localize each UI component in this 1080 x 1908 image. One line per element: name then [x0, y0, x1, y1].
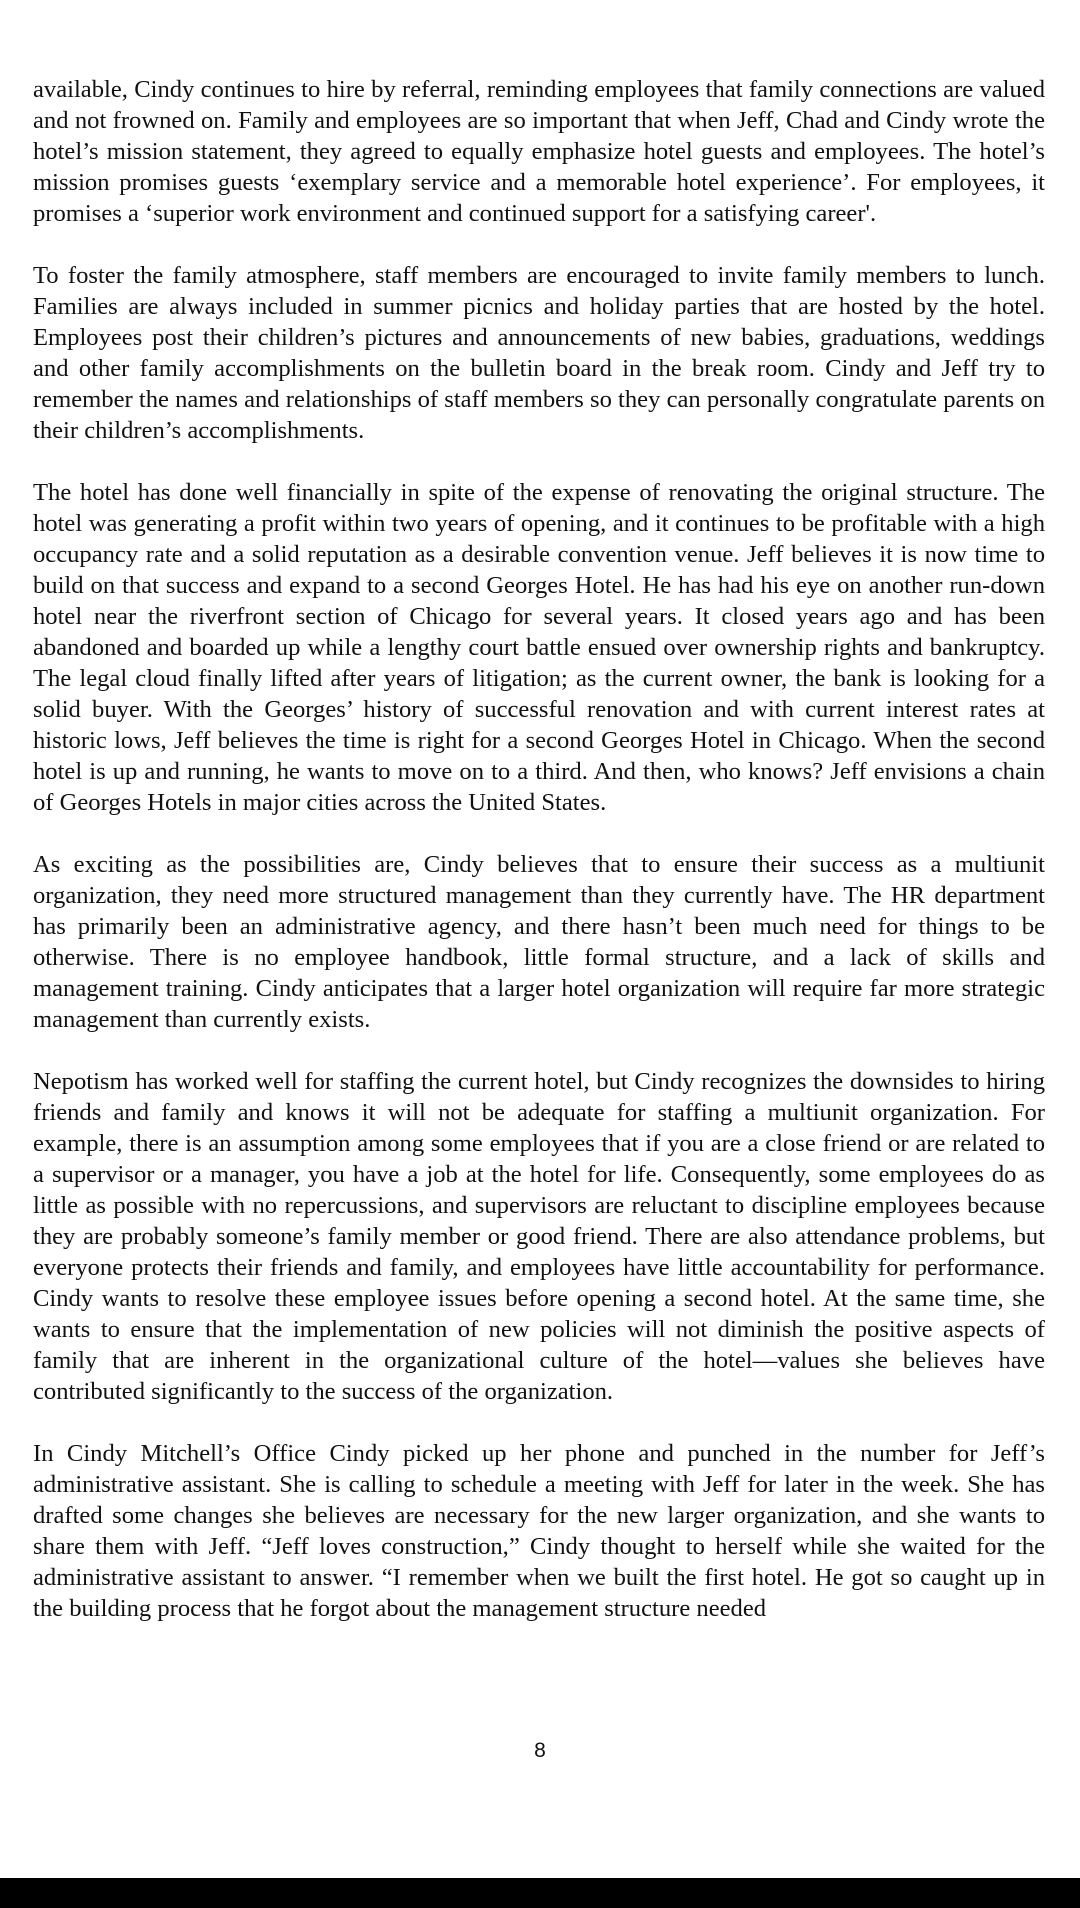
paragraph-mission-statement: available, Cindy continues to hire by referral, reminding employees that family connections are valued and not frowned on. Family and employees are so important that when Jeff, Chad and Cindy wrote the hotel’s mission statement, they agreed to equally emphasize hotel guests and employees. The hotel’s mission promises guests ‘exemplary service and a memorable hotel experience’. For employees, it promises a ‘superior work environment and continued support for a satisfying career'. [33, 76, 1045, 227]
paragraph-cindy-office: In Cindy Mitchell’s Office Cindy picked up her phone and punched in the number for Jeff’s administrative assistant. She is calling to schedule a meeting with Jeff for later in the week. She has drafted some changes she believes are necessary for the new larger organization, and she wants to share them with Jeff. “Jeff loves construction,” Cindy thought to herself while she waited for the administrative assistant to answer. “I remember when we built the first hotel. He got so caught up in the building process that he forgot about the management structure needed [33, 1440, 1045, 1622]
paragraph-structured-management: As exciting as the possibilities are, Cindy believes that to ensure their success as a multiunit organization, they need more structured management than they currently have. The HR department has primarily been an administrative agency, and there hasn’t been much need for things to be otherwise. There is no employee handbook, little formal structure, and a lack of skills and management training. Cindy anticipates that a larger hotel organization will require far more strategic management than currently exists. [33, 851, 1045, 1033]
paragraph-financial-expansion: The hotel has done well financially in spite of the expense of renovating the original structure. The hotel was generating a profit within two years of opening, and it continues to be profitable with a high occupancy rate and a solid reputation as a desirable convention venue. Jeff believes it is now time to build on that success and expand to a second Georges Hotel. He has had his eye on another run-down hotel near the riverfront section of Chicago for several years. It closed years ago and has been abandoned and boarded up while a lengthy court battle ensued over ownership rights and bankruptcy. The legal cloud finally lifted after years of litigation; as the current owner, the bank is looking for a solid buyer. With the Georges’ history of successful renovation and with current interest rates at historic lows, Jeff believes the time is right for a second Georges Hotel in Chicago. When the second hotel is up and running, he wants to move on to a third. And then, who knows? Jeff envisions a chain of Georges Hotels in major cities across the United States. [33, 479, 1045, 816]
document-body [33, 74, 1045, 1655]
bottom-bar [0, 1878, 1080, 1908]
page-number: 8 [534, 1739, 546, 1762]
paragraph-nepotism: Nepotism has worked well for staffing the current hotel, but Cindy recognizes the downsides to hiring friends and family and knows it will not be adequate for staffing a multiunit organization. For example, there is an assumption among some employees that if you are a close friend or are related to a supervisor or a manager, you have a job at the hotel for life. Consequently, some employees do as little as possible with no repercussions, and supervisors are reluctant to discipline employees because they are probably someone’s family member or good friend. There are also attendance problems, but everyone protects their friends and family, and employees have little accountability for performance. Cindy wants to resolve these employee issues before opening a second hotel. At the same time, she wants to ensure that the implementation of new policies will not diminish the positive aspects of family that are inherent in the organizational culture of the hotel—values she believes have contributed significantly to the success of the organization. [33, 1068, 1045, 1405]
paragraph-family-atmosphere: To foster the family atmosphere, staff members are encouraged to invite family members to lunch. Families are always included in summer picnics and holiday parties that are hosted by the hotel. Employees post their children’s pictures and announcements of new babies, graduations, weddings and other family accomplishments on the bulletin board in the break room. Cindy and Jeff try to remember the names and relationships of staff members so they can personally congratulate parents on their children’s accomplishments. [33, 262, 1045, 444]
